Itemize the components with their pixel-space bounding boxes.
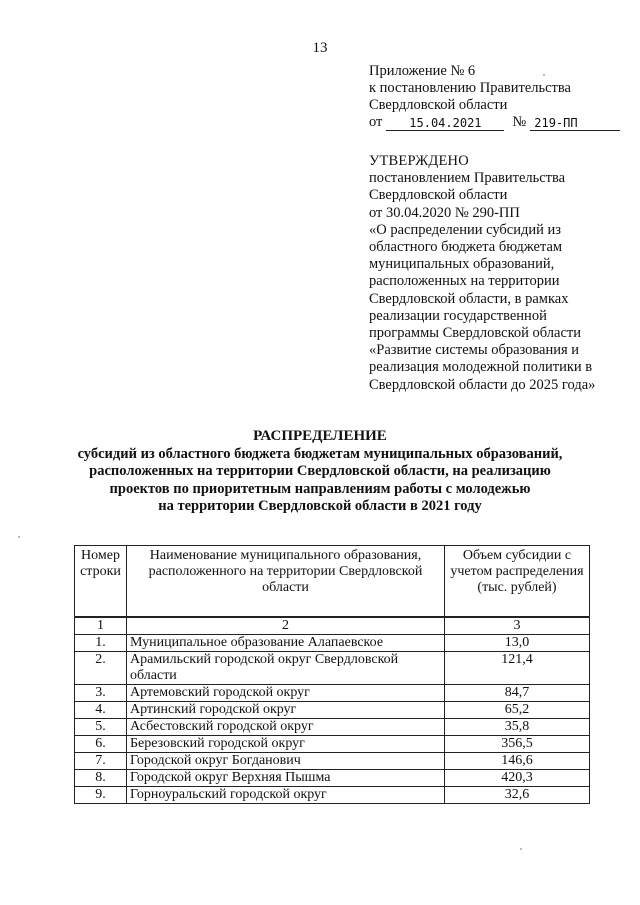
row-number: 5.: [75, 719, 127, 736]
date-value: 15.04.2021: [386, 116, 504, 131]
column-number: 2: [127, 617, 445, 635]
table-row: [75, 787, 590, 804]
table-header-row: [75, 546, 590, 618]
subsidy-value: 35,8: [445, 719, 590, 736]
row-number: 9.: [75, 787, 127, 804]
table-row: [75, 736, 590, 753]
document-title: [0, 428, 640, 516]
municipality-name: Городской округ Верхняя Пышма: [127, 770, 445, 787]
column-number-row: [75, 617, 590, 635]
approved-line: муниципальных образований,: [369, 256, 555, 273]
subsidy-value: 32,6: [445, 787, 590, 804]
approved-line: реализации государственной: [369, 307, 547, 324]
header-subsidy: Объем субсидии с учетом распределения (тыс. рублей): [445, 546, 590, 618]
municipality-name: Муниципальное образование Алапаевское: [127, 635, 445, 652]
title-line: расположенных на территории Свердловской области, на реализацию: [89, 463, 551, 479]
subsidy-value: 65,2: [445, 702, 590, 719]
scan-speck: [18, 536, 20, 538]
column-number: 3: [445, 617, 590, 635]
appendix-date-row: [369, 114, 629, 131]
subsidy-value: 146,6: [445, 753, 590, 770]
row-number: 4.: [75, 702, 127, 719]
approved-line: программы Свердловской области: [369, 325, 582, 342]
subsidy-table: [74, 545, 590, 804]
approved-line: «О распределении субсидий из: [369, 221, 561, 238]
subsidy-value: 356,5: [445, 736, 590, 753]
municipality-name: Горноуральский городской округ: [127, 787, 445, 804]
appendix-line-1: Приложение № 6: [369, 63, 476, 79]
number-prefix: №: [512, 114, 527, 130]
number-value: 219-ПП: [530, 116, 620, 131]
approved-line: «Развитие системы образования и: [369, 342, 580, 359]
subsidy-value: 121,4: [445, 652, 590, 685]
table-row: [75, 753, 590, 770]
subsidy-value: 420,3: [445, 770, 590, 787]
table-row: [75, 685, 590, 702]
municipality-name: Березовский городской округ: [127, 736, 445, 753]
table-row: [75, 635, 590, 652]
municipality-name: Асбестовский городской округ: [127, 719, 445, 736]
approved-line: Свердловской области до 2025 года»: [369, 376, 596, 393]
title-line: проектов по приоритетным направлениям работы с молодежью: [109, 480, 531, 497]
municipality-name: Арамильский городской округ Свердловской области: [127, 652, 445, 685]
header-row-number: Номер строки: [75, 546, 127, 618]
row-number: 1.: [75, 635, 127, 652]
municipality-name: Артинский городской округ: [127, 702, 445, 719]
scan-speck: [543, 74, 545, 76]
approved-line: реализация молодежной политики в: [369, 359, 593, 376]
row-number: 7.: [75, 753, 127, 770]
table-row: [75, 770, 590, 787]
date-prefix: от: [369, 114, 383, 130]
appendix-line-2: к постановлению Правительства: [369, 80, 571, 96]
title-main: РАСПРЕДЕЛЕНИЕ: [253, 428, 387, 444]
approved-heading: УТВЕРЖДЕНО: [369, 153, 469, 169]
approved-line: постановлением Правительства: [369, 170, 566, 187]
page-number: 13: [312, 40, 328, 56]
approved-line: Свердловской области, в рамках: [369, 290, 569, 307]
column-number: 1: [75, 617, 127, 635]
approved-line: Свердловской области: [369, 187, 508, 204]
appendix-block: [369, 63, 629, 131]
row-number: 2.: [75, 652, 127, 685]
municipality-name: Артемовский городской округ: [127, 685, 445, 702]
municipality-name: Городской округ Богданович: [127, 753, 445, 770]
scan-speck: [520, 848, 522, 850]
approved-line: от 30.04.2020 № 290-ПП: [369, 204, 520, 221]
approved-line: областного бюджета бюджетам: [369, 239, 563, 256]
approved-line: расположенных на территории: [369, 273, 560, 290]
table-row: [75, 719, 590, 736]
table-row: [75, 652, 590, 685]
row-number: 8.: [75, 770, 127, 787]
row-number: 3.: [75, 685, 127, 702]
appendix-line-3: Свердловской области: [369, 97, 508, 113]
title-line: на территории Свердловской области в 2021 году: [158, 498, 482, 514]
subsidy-value: 13,0: [445, 635, 590, 652]
subsidy-value: 84,7: [445, 685, 590, 702]
table-row: [75, 702, 590, 719]
approved-block: [369, 153, 629, 394]
row-number: 6.: [75, 736, 127, 753]
title-line: субсидий из областного бюджета бюджетам муниципальных образований,: [77, 445, 563, 462]
header-municipality: Наименование муниципального образования, расположенного на территории Свердловской области: [127, 546, 445, 618]
